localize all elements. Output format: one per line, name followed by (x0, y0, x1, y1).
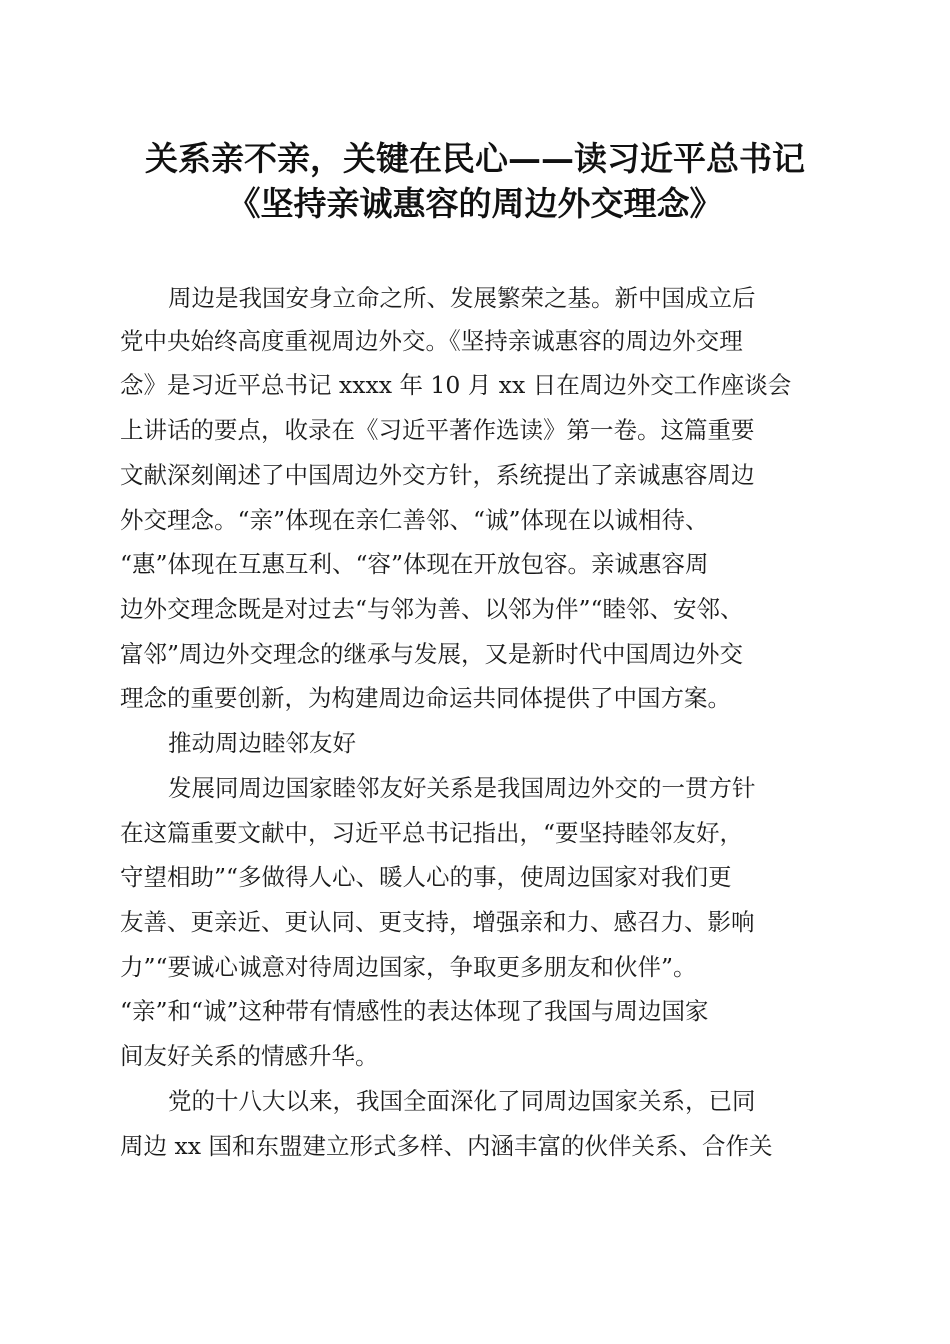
body-line: 发展同周边国家睦邻友好关系是我国周边外交的一贯方针 (168, 774, 756, 802)
body-line: 周边是我国安身立命之所、发展繁荣之基。新中国成立后 (168, 284, 756, 312)
body-line: “亲”和“诚”这种带有情感性的表达体现了我国与周边国家 (120, 997, 709, 1025)
body-line: 党的十八大以来，我国全面深化了同周边国家关系，已同 (168, 1087, 756, 1115)
title-line-1: 关系亲不亲，关键在民心——读习近平总书记 (145, 139, 805, 178)
body-line: 周边 xx 国和东盟建立形式多样、内涵丰富的伙伴关系、合作关 (120, 1132, 773, 1160)
body-line: 边外交理念既是对过去“与邻为善、以邻为伴”“睦邻、安邻、 (120, 595, 744, 623)
body-line: 文献深刻阐述了中国周边外交方针，系统提出了亲诚惠容周边 (120, 461, 755, 489)
body-line: 守望相助”“多做得人心、暖人心的事，使周边国家对我们更 (120, 863, 732, 891)
body-line: 富邻”周边外交理念的继承与发展，又是新时代中国周边外交 (120, 640, 744, 668)
body-line: 念》是习近平总书记 xxxx 年 10 月 xx 日在周边外交工作座谈会 (120, 371, 792, 399)
body-line: 友善、更亲近、更认同、更支持，增强亲和力、感召力、影响 (120, 908, 755, 936)
body-line: 力”“要诚心诚意对待周边国家，争取更多朋友和伙伴”。 (120, 953, 697, 981)
body-line: 上讲话的要点，收录在《习近平著作选读》第一卷。这篇重要 (120, 416, 755, 444)
body-line: “惠”体现在互惠互利、“容”体现在开放包容。亲诚惠容周 (120, 550, 709, 578)
body-line: 理念的重要创新，为构建周边命运共同体提供了中国方案。 (120, 684, 731, 712)
body-line: 间友好关系的情感升华。 (120, 1042, 379, 1070)
body-line: 在这篇重要文献中，习近平总书记指出，“要坚持睦邻友好， (120, 819, 744, 847)
body-line: 外交理念。“亲”体现在亲仁善邻、“诚”体现在以诚相待、 (120, 506, 709, 534)
body-line: 党中央始终高度重视周边外交。《坚持亲诚惠容的周边外交理 (120, 327, 743, 355)
title-line-2: 《坚持亲诚惠容的周边外交理念》 (227, 184, 723, 223)
section-heading: 推动周边睦邻友好 (168, 729, 356, 757)
